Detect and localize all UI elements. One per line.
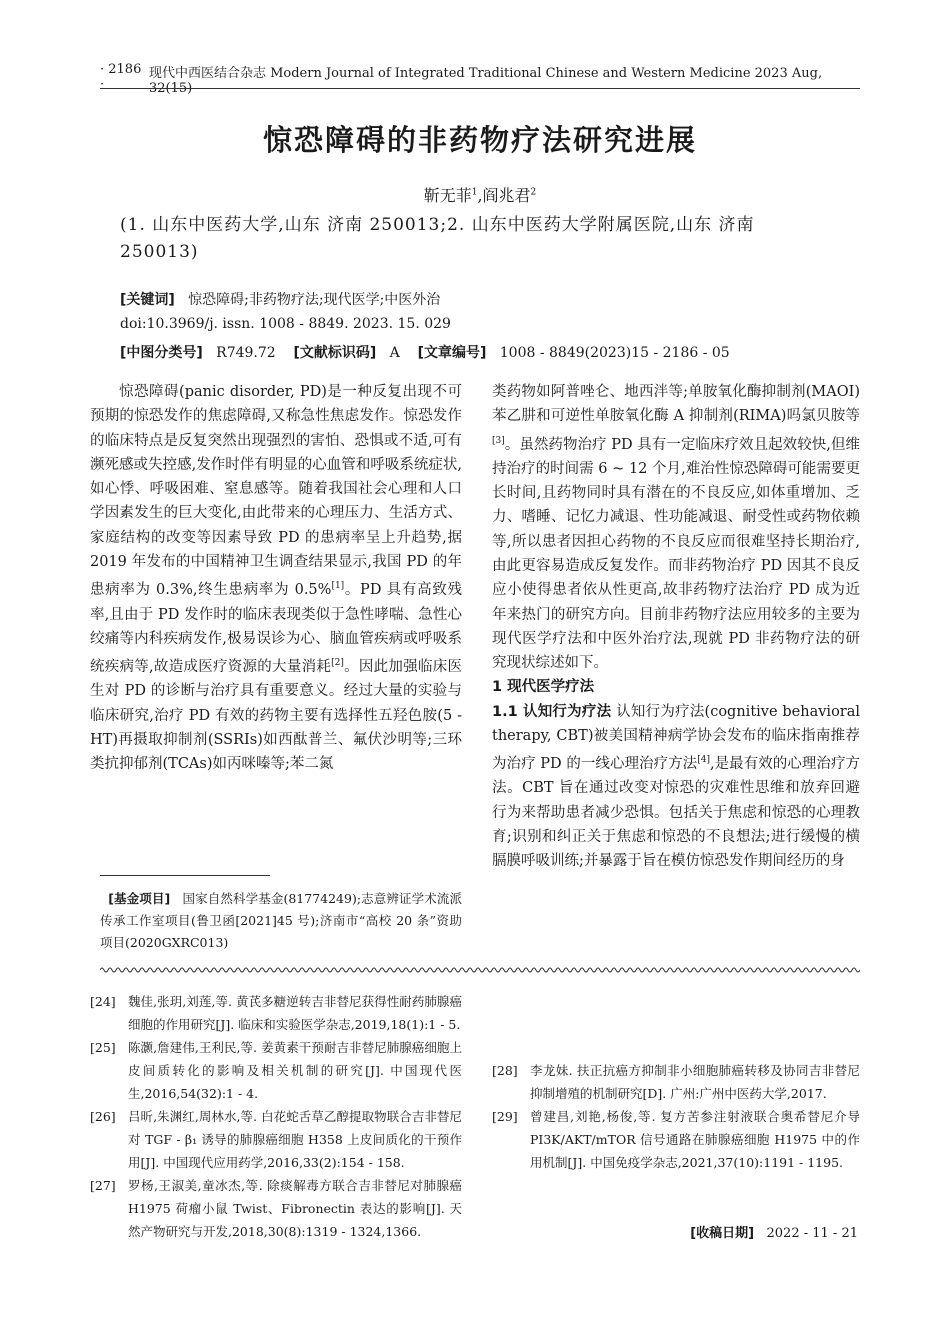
reference-text: 李龙妹. 扶正抗癌方抑制非小细胞肺癌转移及协同吉非替尼抑制增殖的机制研究[D]. 广州:广州中医药大学,2017. <box>530 1063 860 1101</box>
reference-item <box>90 990 462 1036</box>
article-no-label: [文章编号] <box>417 345 487 361</box>
keywords-text: 惊恐障碍;非药物疗法;现代医学;中医外治 <box>188 292 441 308</box>
continued-text-b: 。虽然药物治疗 PD 具有一定临床疗效且起效较快,但维持治疗的时间需 6 ~ 12 个月,难治性惊恐障碍可能需要更长时间,且药物同时具有潜在的不良反应,如体重增加、乏力、嗜睡、记忆力减退、性功能减退、耐受性或药物依赖等,所以患者因担心药物的不良反应而很难坚持长期治疗,由此更容易造成反复发作。而非药物治疗 PD 因其不良反应小使得患者依从性更高,故非药物疗法治疗 PD 成为近年来热门的研究方向。目前非药物疗法应用较多的主要为现代医学疗法和中医外治疗法,现就 PD 非药物疗法的研究现状综述如下。 <box>492 436 860 672</box>
citation-2: [2] <box>331 658 344 669</box>
article-title: 惊恐障碍的非药物疗法研究进展 <box>262 123 697 157</box>
author-2-affil: 2 <box>530 187 537 198</box>
citation-4: [4] <box>697 755 710 766</box>
affiliation-line-1: (1. 山东中医药大学,山东 济南 250013;2. 山东中医药大学附属医院,山东 济南 <box>120 215 755 235</box>
references-right <box>492 1059 860 1174</box>
funding-note <box>100 888 462 954</box>
affiliation-line-2: 250013) <box>120 242 199 262</box>
cbt-text-a: 认知行为疗法(cognitive behavioral therapy, CBT)被美国精神病学协会发布的临床指南推荐为治疗 PD 的一线心理治疗方法 <box>492 703 861 773</box>
reference-number: [28] <box>492 1063 518 1078</box>
author-1: 靳无菲 <box>423 186 472 205</box>
references-left <box>90 990 462 1243</box>
received-value: 2022 - 11 - 21 <box>766 1226 858 1241</box>
reference-number: [27] <box>90 1178 116 1193</box>
footnote-rule <box>100 875 270 876</box>
doc-code-label: [文献标识码] <box>293 345 377 361</box>
section-heading-1-1: 1.1 认知行为疗法 <box>492 703 612 720</box>
reference-item <box>90 1036 462 1105</box>
reference-text: 罗杨,王淑美,童冰杰,等. 除痰解毒方联合吉非替尼对肺腺癌 H1975 荷瘤小鼠 Twist、Fibronectin 表达的影响[J]. 天然产物研究与开发,2018,30(8):1319 - 1324,1366. <box>128 1178 462 1239</box>
paragraph-cbt <box>492 700 860 874</box>
reference-item <box>90 1174 462 1243</box>
authors <box>100 183 860 206</box>
doi: doi:10.3969/j. issn. 1008 - 8849. 2023. 15. 029 <box>120 316 451 332</box>
citation-1: [1] <box>331 581 345 592</box>
affiliations <box>120 212 840 266</box>
reference-text: 魏佳,张玥,刘莲,等. 黄芪多糖逆转吉非替尼获得性耐药肺腺癌细胞的作用研究[J]. 临床和实验医学杂志,2019,18(1):1 - 5. <box>128 994 462 1032</box>
cbt-text-b: ,是最有效的心理治疗方法。CBT 旨在通过改变对惊恐的灾难性思维和放弃回避行为来帮助患者减少恐惧。包括关于焦虑和惊恐的心理教育;识别和纠正关于焦虑和惊恐的不良想法;进行缓慢的横膈膜呼吸训练;并暴露于旨在模仿惊恐发作期间经历的身 <box>492 756 860 870</box>
author-1-affil: 1 <box>471 187 478 198</box>
clc-label: [中图分类号] <box>120 345 203 361</box>
clc-value: R749.72 <box>216 345 276 361</box>
received-date <box>690 1222 858 1241</box>
body-left-column <box>90 380 462 776</box>
keywords-label: [关键词] <box>120 292 175 308</box>
intro-text-a: 惊恐障碍(panic disorder, PD)是一种反复出现不可预期的惊恐发作的焦虑障碍,又称急性焦虑发作。惊恐发作的临床特点是反复突然出现强烈的害怕、恐惧或不适,可有濒死感或失控感,发作时伴有明显的心血管和呼吸系统症状,如心悸、呼吸困难、窒息感等。随着我国社会心理和人口学因素发生的巨大变化,由此带来的心理压力、生活方式、家庭结构的改变等因素导致 PD 的患病率呈上升趋势,据 2019 年发布的中国精神卫生调查结果显示,我国 PD 的年患病率为 0.3%,终生患病率为 0.5% <box>90 384 462 599</box>
body-right-column <box>492 380 860 874</box>
reference-item <box>492 1059 860 1105</box>
reference-number: [26] <box>90 1109 116 1124</box>
reference-number: [25] <box>90 1040 116 1055</box>
reference-text: 陈灏,詹建伟,王利民,等. 姜黄素干预耐吉非替尼肺腺癌细胞上皮间质转化的影响及相关机制的研究[J]. 中国现代医生,2016,54(32):1 - 4. <box>128 1040 462 1101</box>
received-label: [收稿日期] <box>690 1226 755 1241</box>
classification <box>120 342 860 362</box>
continued-text-a: 类药物如阿普唑仑、地西泮等;单胺氧化酶抑制剂(MAOI)苯乙肼和可逆性单胺氧化酶 A 抑制剂(RIMA)吗氯贝胺等 <box>492 384 860 425</box>
author-2: ,阎兆君 <box>477 186 531 205</box>
section-heading-1: 1 现代医学疗法 <box>492 679 595 696</box>
doc-code-value: A <box>389 345 400 361</box>
reference-item <box>90 1105 462 1174</box>
wavy-separator <box>100 964 860 976</box>
reference-text: 曾建昌,刘艳,杨俊,等. 复方苦参注射液联合奥希替尼介导 PI3K/AKT/mTOR 信号通路在肺腺癌细胞 H1975 中的作用机制[J]. 中国免疫学杂志,2021,37(10):1191 - 1195. <box>530 1109 860 1170</box>
paragraph-continued <box>492 380 860 675</box>
funding-text: 国家自然科学基金(81774249);志意辨证学术流派传承工作室项目(鲁卫函[2021]45 号);济南市“高校 20 条”资助项目(2020GXRC013) <box>100 891 462 950</box>
running-header <box>100 62 860 96</box>
reference-item <box>492 1105 860 1174</box>
keywords <box>120 289 860 309</box>
intro-text-b: 。PD 具有高致残率,且由于 PD 发作时的临床表现类似于急性哮喘、急性心绞痛等内科疾病发作,极易误诊为心、脑血管疾病或呼吸系统疾病等,故造成医疗资源的大量消耗 <box>90 582 462 675</box>
reference-number: [29] <box>492 1109 518 1124</box>
paragraph-intro <box>90 380 462 776</box>
reference-text: 吕昕,朱渊红,周林水,等. 白花蛇舌草乙醇提取物联合吉非替尼对 TGF - β₁ 诱导的肺腺癌细胞 H358 上皮间质化的干预作用[J]. 中国现代应用药学,2016,33(2):154 - 158. <box>128 1109 462 1170</box>
reference-number: [24] <box>90 994 116 1009</box>
citation-3: [3] <box>492 435 505 446</box>
article-no-value: 1008 - 8849(2023)15 - 2186 - 05 <box>499 345 730 361</box>
journal-citation: 现代中西医结合杂志 Modern Journal of Integrated Traditional Chinese and Western Medicine 2023 Aug, 32(15) <box>148 66 823 96</box>
funding-label: [基金项目] <box>108 891 171 906</box>
header-rule <box>100 88 860 89</box>
page-number: · 2186 · <box>100 62 142 92</box>
intro-text-c: 。因此加强临床医生对 PD 的诊断与治疗具有重要意义。经过大量的实验与临床研究,治疗 PD 有效的药物主要有选择性五羟色胺(5 - HT)再摄取抑制剂(SSRIs)如西酞普兰、氟伏沙明等;三环类抗抑郁剂(TCAs)如丙咪嗪等;苯二氮 <box>90 658 462 773</box>
